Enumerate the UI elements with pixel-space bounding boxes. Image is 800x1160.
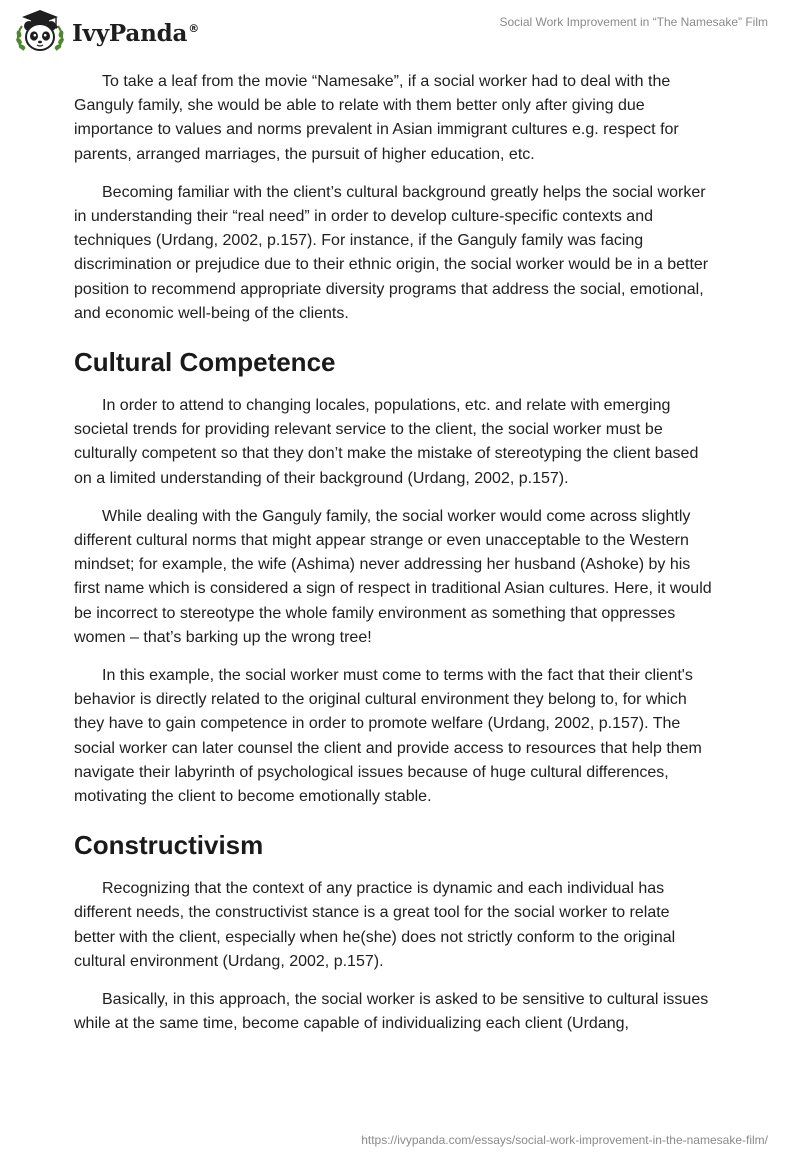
paragraph: To take a leaf from the movie “Namesake”, if a social worker had to deal with the Ganguly family, she would be able to relate with them better only after giving due importance to values and norms prevalent in Asian immigrant cultures e.g. respect for parents, arranged marriages, the pursuit of higher education, etc. xyxy=(74,73,679,163)
essay-body xyxy=(74,70,714,1051)
section-heading-cultural-competence: Cultural Competence xyxy=(74,347,336,378)
paragraph: While dealing with the Ganguly family, the social worker would come across slightly different cultural norms that might appear strange or even unacceptable to the Western mindset; for example, the wife (Ashima) never addressing her husband (Ashoke) by his first name which is considered a sign of respect in traditional Asian cultures. Here, it would be incorrect to stereotype the whole family environment as something that oppresses women – that’s barking up the wrong tree! xyxy=(74,507,712,646)
paragraph: Becoming familiar with the client’s cultural background greatly helps the social worker in understanding their “real need” in order to develop culture-specific contexts and techniques (Urdang, 2002, p.157). For instance, if the Ganguly family was facing discrimination or prejudice due to their ethnic origin, the social worker would be in a better position to recommend appropriate diversity programs that address the social, emotional, and economic well-being of the clients. xyxy=(74,183,709,322)
source-url[interactable]: https://ivypanda.com/essays/social-work-improvement-in-the-namesake-film/ xyxy=(361,1133,768,1147)
paragraph: Recognizing that the context of any practice is dynamic and each individual has different needs, the constructivist stance is a great tool for the social worker to relate better with the client, especially when he(she) does not strictly conform to the original cultural environment (Urdang, 2002, p.157). xyxy=(74,880,676,970)
document-title: Social Work Improvement in “The Namesake” Film xyxy=(499,15,768,29)
paragraph: In this example, the social worker must come to terms with the fact that their client's behavior is directly related to the original cultural environment they belong to, for which they have to gain competence in order to promote welfare (Urdang, 2002, p.157). The social worker can later counsel the client and provide access to resources that help them navigate their labyrinth of psychological issues because of huge cultural differences, motivating the client to become emotionally stable. xyxy=(74,667,702,806)
registered-mark: ® xyxy=(188,21,199,35)
page-header xyxy=(0,0,800,64)
panda-graduate-icon xyxy=(14,8,66,56)
brand-text: IvyPanda xyxy=(72,19,188,47)
ivypanda-logo[interactable] xyxy=(14,8,199,56)
paragraph: Basically, in this approach, the social worker is asked to be sensitive to cultural issues while at the same time, become capable of individualizing each client (Urdang, xyxy=(74,991,709,1033)
brand-name xyxy=(72,20,199,47)
paragraph: In order to attend to changing locales, populations, etc. and relate with emerging societal trends for providing relevant service to the client, the social worker must be culturally competent so that they don’t make the mistake of stereotyping the client based on a limited understanding of their background (Urdang, 2002, p.157). xyxy=(74,397,699,487)
section-heading-constructivism: Constructivism xyxy=(74,830,264,861)
